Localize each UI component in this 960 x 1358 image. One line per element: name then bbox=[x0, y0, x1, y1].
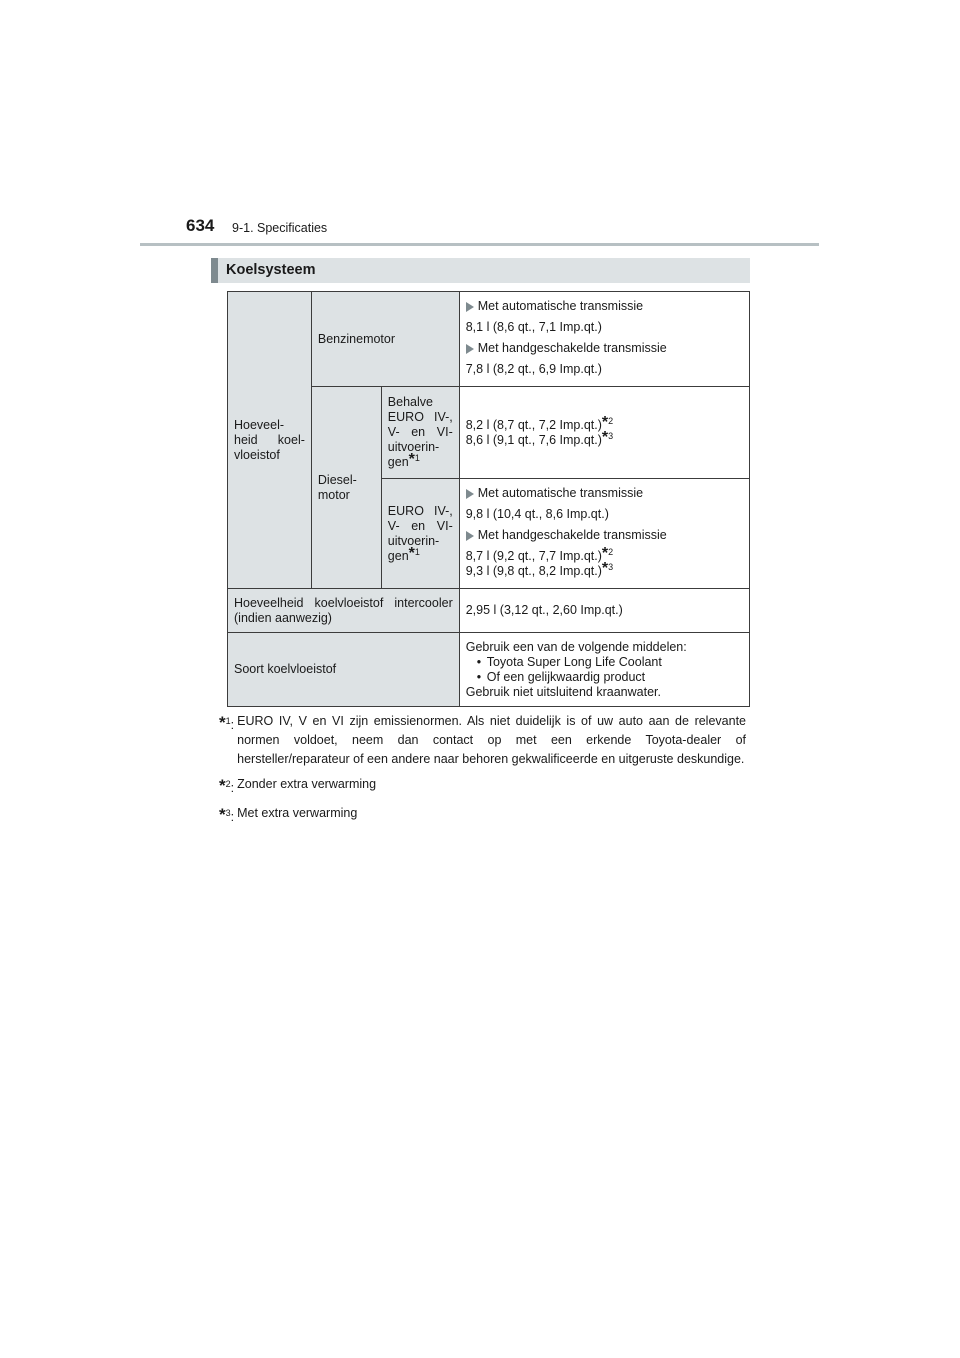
footnotes bbox=[219, 712, 746, 833]
arrow-right-icon bbox=[466, 489, 474, 499]
diesel-euro-label: EURO IV-, V- en VI- uitvoerin- gen$^{*1}$ bbox=[381, 479, 459, 589]
coolant-spec-table bbox=[227, 291, 750, 707]
section-heading-bar bbox=[211, 258, 218, 283]
petrol-engine-label: Benzinemotor bbox=[311, 292, 459, 387]
header-rule bbox=[140, 243, 819, 246]
diesel-non-euro-label: Behalve EURO IV-, V- en VI- uitvoerin- gen$^{*1}$ bbox=[381, 387, 459, 479]
arrow-right-icon bbox=[466, 302, 474, 312]
petrol-manual-value: 7,8 l (8,2 qt., 6,9 Imp.qt.) bbox=[465, 362, 602, 376]
intercooler-coolant-label: Hoeveelheid koelvloeistof intercooler (indien aanwezig) bbox=[228, 589, 460, 633]
diesel-non-euro-values: 8,2 l (8,7 qt., 7,2 Imp.qt.)$^{*2}$ 8,6 l (9,1 qt., 7,6 Imp.qt.)$^{*3}$ bbox=[459, 387, 749, 479]
coolant-quantity-label: Hoeveel- heid koel- vloeistof bbox=[228, 292, 312, 589]
footnote-3: *$^3$: Met extra verwarming bbox=[219, 805, 358, 824]
diesel-engine-label: Diesel- motor bbox=[311, 387, 381, 589]
section-reference: 9-1. Specificaties bbox=[232, 221, 328, 235]
list-item: • Toyota Super Long Life Coolant bbox=[466, 655, 743, 670]
page-number: 634 bbox=[186, 216, 215, 235]
footnote-2: *$^2$: Zonder extra verwarming bbox=[219, 776, 377, 795]
section-title: Koelsysteem bbox=[226, 262, 316, 278]
petrol-auto-value: 8,1 l (8,6 qt., 7,1 Imp.qt.) bbox=[465, 320, 602, 334]
coolant-type-label: Soort koelvloeistof bbox=[228, 633, 460, 707]
arrow-right-icon bbox=[466, 344, 474, 354]
intercooler-coolant-value: 2,95 l (3,12 qt., 2,60 Imp.qt.) bbox=[459, 589, 749, 633]
petrol-engine-values: Met automatische transmissie 8,1 l (8,6 qt., 7,1 Imp.qt.) Met handgeschakelde transmissie 7,8 l (8,2 qt., 6,9 Imp.qt.) bbox=[459, 292, 749, 387]
section-heading bbox=[211, 258, 750, 283]
footnote-1: *$^1$: EURO IV, V en VI zijn emissienormen. Als niet duidelijk is of uw auto aan de relevante normen voldoet, neem dan contact op met een erkende Toyota-dealer of hersteller/reparateur of een andere naar behoren gekwalificeerde en uitgeruste deskundige. bbox=[219, 713, 746, 766]
arrow-right-icon bbox=[466, 531, 474, 541]
list-item: • Of een gelijkwaardig product bbox=[466, 670, 743, 685]
coolant-type-value: Gebruik een van de volgende middelen: • Toyota Super Long Life Coolant • Of een gelijkwaardig product Gebruik niet uitsluitend kraanwater. bbox=[459, 633, 749, 707]
diesel-auto-value: 9,8 l (10,4 qt., 8,6 Imp.qt.) bbox=[465, 507, 609, 521]
diesel-euro-values: Met automatische transmissie 9,8 l (10,4 qt., 8,6 Imp.qt.) Met handgeschakelde transmissie 8,7 l (9,2 qt., 7,7 Imp.qt.)$^{*2}$ 9,3 l (9,8 qt., 8,2 Imp.qt.)$^{*3}$ bbox=[459, 479, 749, 589]
